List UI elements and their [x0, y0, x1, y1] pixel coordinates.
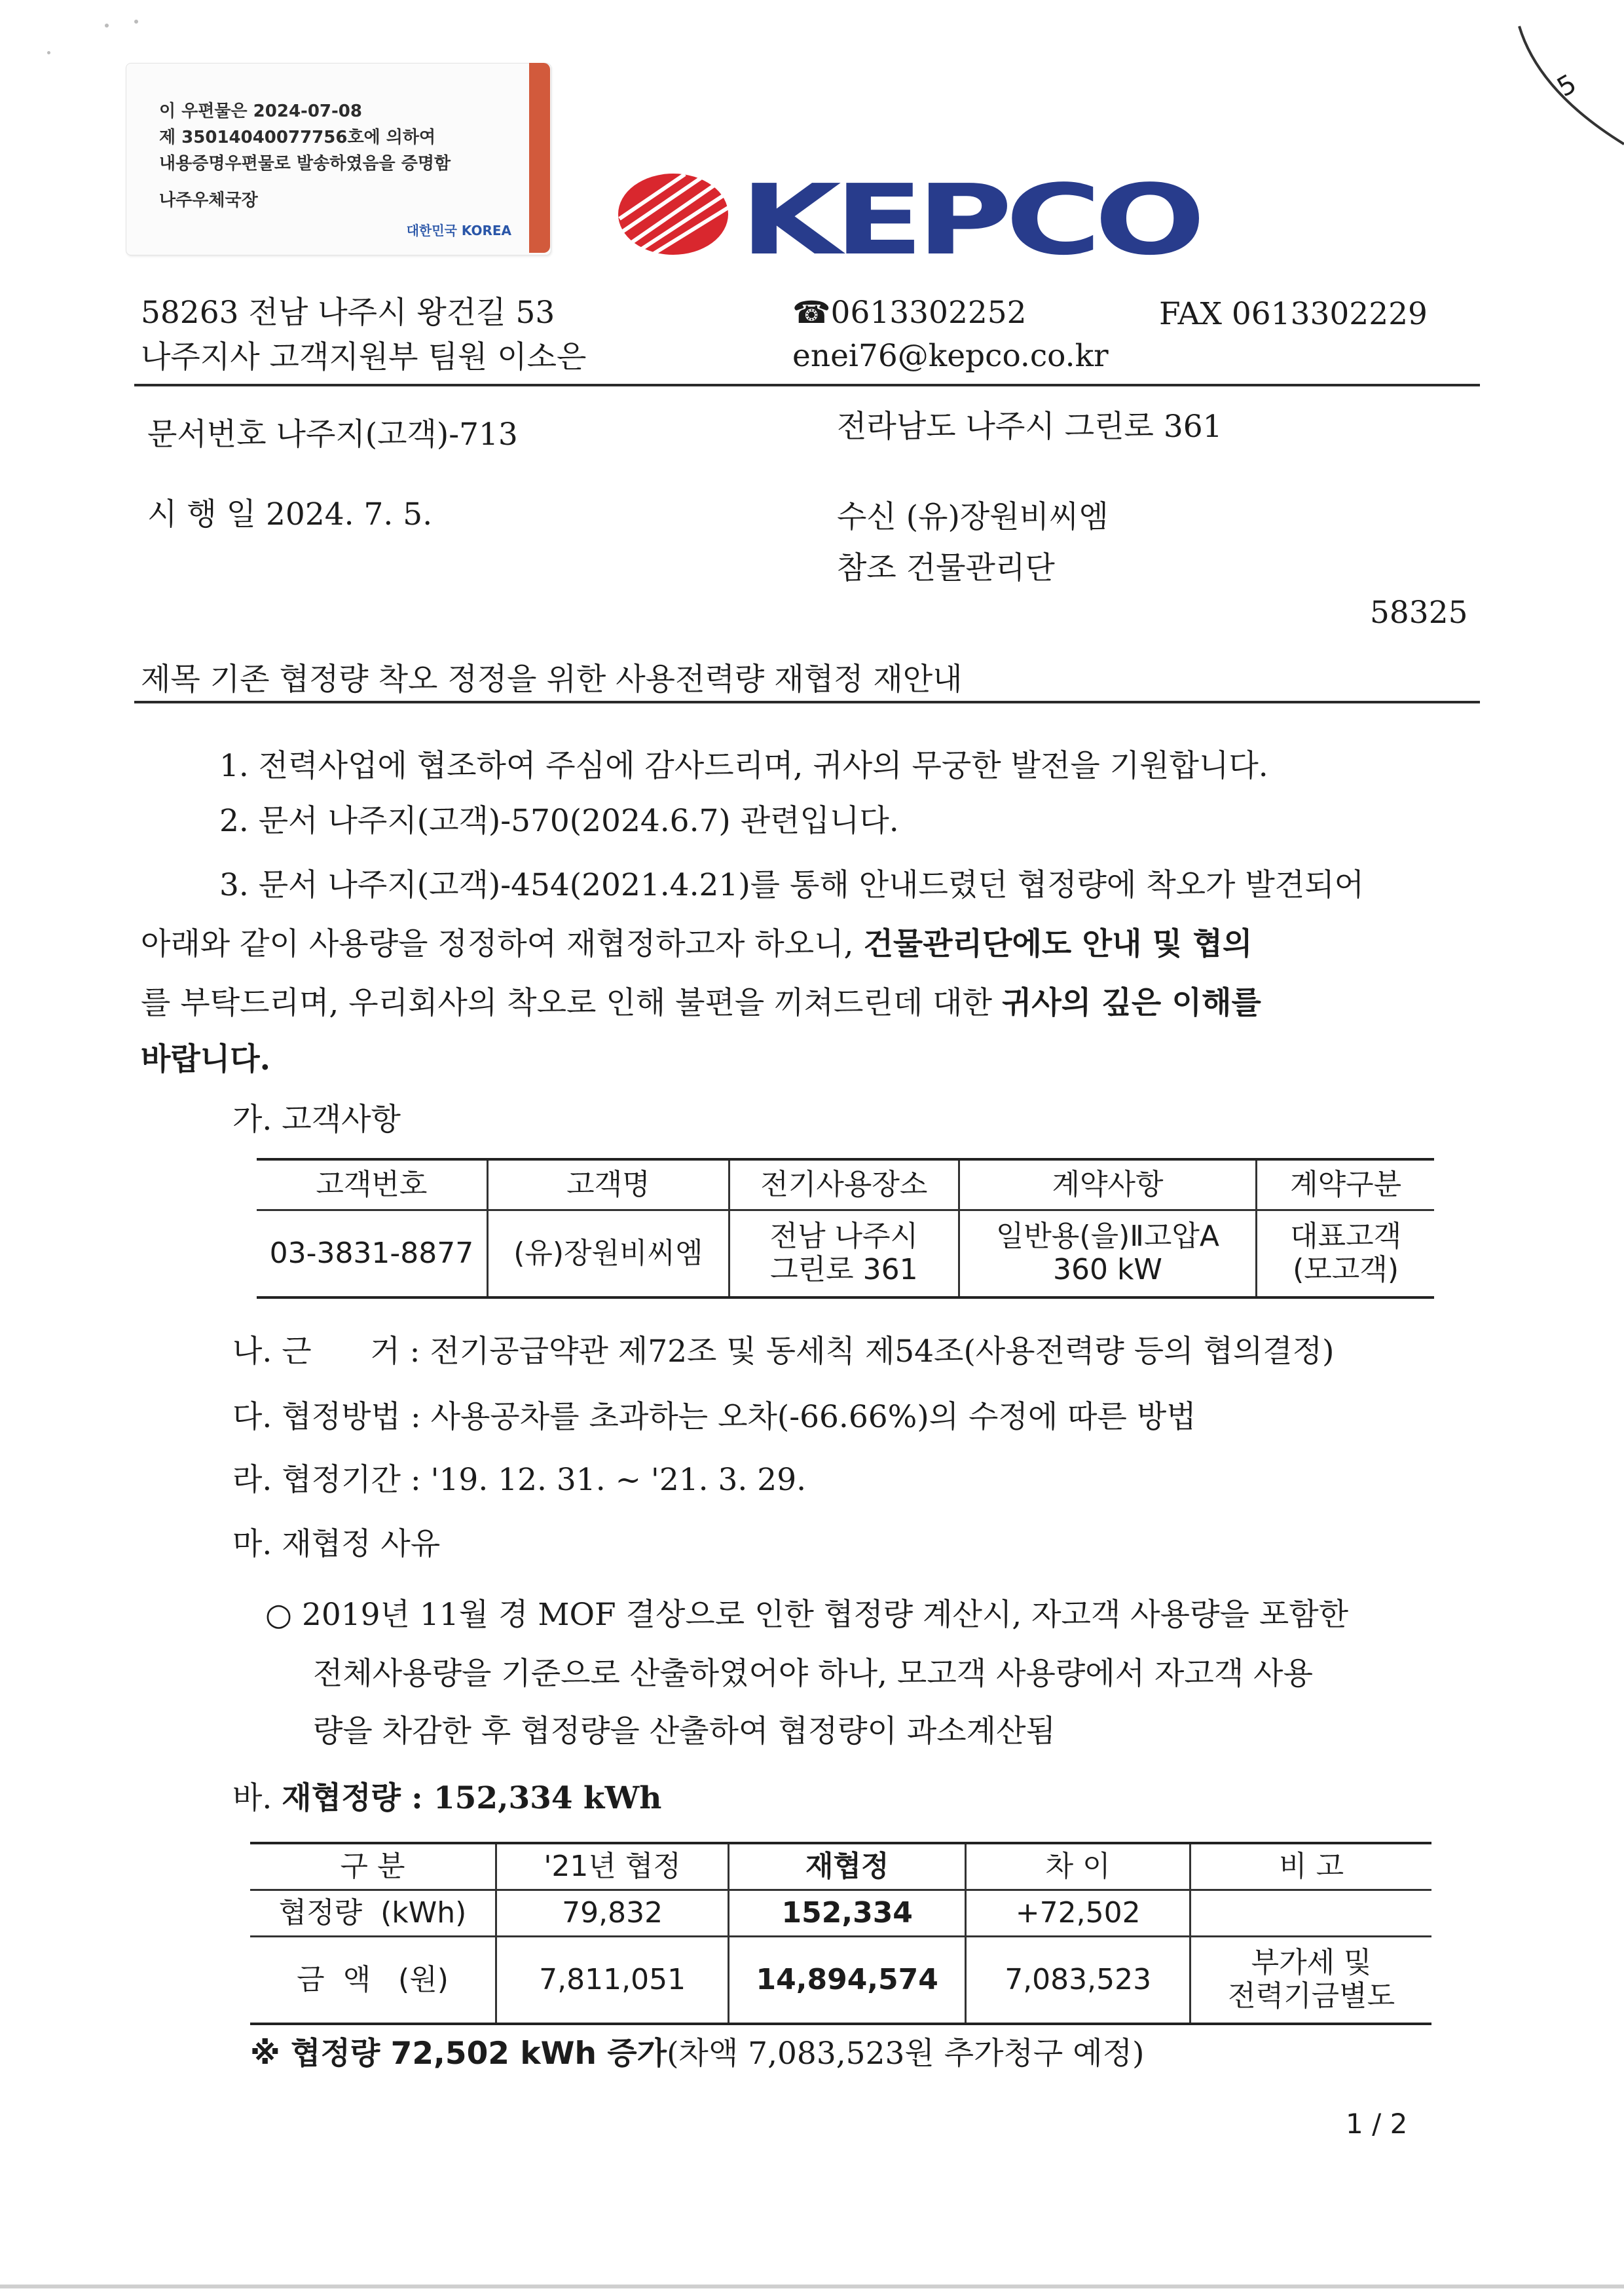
page-number: 1 / 2 — [1346, 2108, 1408, 2140]
section-ga-title: 가. 고객사항 — [232, 1102, 401, 1138]
paragraph-3-emphasis-management: 건물관리단에도 안내 및 협의 — [863, 926, 1253, 962]
header-divider — [134, 384, 1480, 386]
scan-speck — [105, 24, 109, 28]
header-difference: 차 이 — [966, 1843, 1190, 1890]
document-number: 문서번호 나주지(고객)-713 — [147, 417, 518, 453]
value-renego-won: 14,894,574 — [729, 1937, 966, 2024]
kepco-logo-emblem-icon — [617, 172, 729, 257]
recipient: 수신 (유)장원비씨엠 — [837, 499, 1109, 535]
section-ma-line-2: 전체사용량을 기준으로 산출하였어야 하나, 모고객 사용량에서 자고객 사용 — [313, 1656, 1313, 1692]
table-row — [250, 1890, 1431, 1937]
contract-type-line-2: (모고객) — [1293, 1253, 1399, 1286]
footnote-emphasis: ※ 협정량 72,502 kWh 증가 — [250, 2036, 667, 2072]
effective-date: 시 행 일 2024. 7. 5. — [147, 496, 433, 532]
table-header-row — [257, 1159, 1434, 1210]
section-ra-period: 라. 협정기간 : '19. 12. 31. ~ '21. 3. 29. — [232, 1462, 807, 1498]
header-contract-type: 계약구분 — [1257, 1159, 1434, 1210]
table-row — [257, 1210, 1434, 1298]
paragraph-3-line-2 — [141, 920, 1252, 963]
sender-address: 58263 전남 나주시 왕건길 53 — [141, 295, 555, 331]
header-customer-name: 고객명 — [487, 1159, 729, 1210]
contract-line-2: 360 kW — [1052, 1253, 1162, 1286]
row-label-amount-kwh: 협정량 (kWh) — [250, 1890, 496, 1937]
section-ma-line-3: 량을 차감한 후 협정량을 산출하여 협정량이 과소계산됨 — [313, 1713, 1056, 1749]
value-renego-kwh: 152,334 — [729, 1890, 966, 1937]
footnote — [250, 2029, 1144, 2073]
subject-line: 제목 기존 협정량 착오 정정을 위한 사용전력량 재협정 재안내 — [141, 662, 963, 698]
header-location: 전기사용장소 — [729, 1159, 959, 1210]
paragraph-3-line-4: 바랍니다. — [141, 1041, 270, 1077]
stamp-line-certify: 내용증명우편물로 발송하였음을 증명함 — [159, 154, 451, 174]
section-na-basis: 나. 근 거 : 전기공급약관 제72조 및 동세칙 제54조(사용전력량 등의 협의결정) — [232, 1334, 1335, 1370]
sender-email: enei76@kepco.co.kr — [792, 338, 1109, 374]
paragraph-3-line-2-text: 아래와 같이 사용량을 정정하여 재협정하고자 하오니, — [141, 926, 864, 962]
header-contract: 계약사항 — [959, 1159, 1256, 1210]
location-line-1: 전남 나주시 — [769, 1220, 919, 1254]
stamp-line-date: 이 우편물은 2024-07-08 — [159, 102, 362, 121]
stamp-line-office: 나주우체국장 — [159, 191, 258, 210]
value-2021-kwh: 79,832 — [496, 1890, 729, 1937]
paragraph-3-line-1: 3. 문서 나주지(고객)-454(2021.4.21)를 통해 안내드렸던 협정량에 착오가 발견되어 — [219, 867, 1365, 903]
sender-department: 나주지사 고객지원부 팀원 이소은 — [141, 339, 587, 375]
value-diff-won: 7,083,523 — [966, 1937, 1190, 2024]
table-header-row — [250, 1843, 1431, 1890]
header-customer-number: 고객번호 — [257, 1159, 487, 1210]
subject-divider — [134, 701, 1480, 703]
stamp-line-number: 제 35014040077756호에 의하여 — [159, 128, 436, 147]
paragraph-3-line-3-text: 를 부탁드리며, 우리회사의 착오로 인해 불편을 끼쳐드린데 대한 — [141, 985, 1002, 1021]
sender-phone: ☎0613302252 — [792, 295, 1027, 331]
corner-page-mark: 5 — [1552, 68, 1582, 103]
value-note-kwh — [1190, 1890, 1431, 1937]
section-ba-heading — [232, 1774, 661, 1818]
section-ma-title: 마. 재협정 사유 — [232, 1526, 441, 1562]
paragraph-1: 1. 전력사업에 협조하여 주심에 감사드리며, 귀사의 무궁한 발전을 기원합니다. — [219, 748, 1268, 784]
paragraph-3-line-3 — [141, 979, 1261, 1022]
section-ma-line-1: ○ 2019년 11월 경 MOF 결상으로 인한 협정량 계산시, 자고객 사용량을 포함한 — [265, 1597, 1349, 1633]
row-label-amount-won: 금 액 (원) — [297, 1962, 449, 1996]
section-da-method: 다. 협정방법 : 사용공차를 초과하는 오차(-66.66%)의 수정에 따른 방법 — [232, 1399, 1196, 1435]
header-category: 구 분 — [250, 1843, 496, 1890]
scan-bottom-edge — [0, 2285, 1624, 2288]
contract-cell — [959, 1210, 1256, 1298]
reference: 참조 건물관리단 — [837, 550, 1055, 586]
recipient-address: 전라남도 나주시 그린로 361 — [837, 409, 1223, 445]
customer-number: 03-3831-8877 — [269, 1236, 474, 1270]
stamp-color-strip — [529, 63, 550, 253]
table-row — [250, 1937, 1431, 2024]
contract-type-cell — [1257, 1210, 1434, 1298]
header-2021-agreement: '21년 협정 — [496, 1843, 729, 1890]
footnote-detail: (차액 7,083,523원 추가청구 예정) — [667, 2036, 1145, 2072]
value-diff-kwh: +72,502 — [966, 1890, 1190, 1937]
customer-info-table — [257, 1158, 1434, 1299]
location-line-2: 그린로 361 — [770, 1253, 918, 1286]
stamp-korea-mark: 대한민국 KOREA — [406, 223, 511, 238]
value-2021-won: 7,811,051 — [496, 1937, 729, 2024]
registered-mail-stamp — [126, 63, 551, 255]
note-line-1: 부가세 및 — [1251, 1946, 1372, 1980]
header-remarks: 비 고 — [1190, 1843, 1431, 1890]
location-cell — [729, 1210, 959, 1298]
contract-line-1: 일반용(을)Ⅱ고압A — [995, 1220, 1220, 1254]
header-renegotiation: 재협정 — [729, 1843, 966, 1890]
scan-speck — [47, 51, 50, 54]
contract-type-line-1: 대표고객 — [1290, 1220, 1402, 1254]
paragraph-2: 2. 문서 나주지(고객)-570(2024.6.7) 관련입니다. — [219, 803, 899, 839]
section-ba-title: 재협정량 : 152,334 kWh — [282, 1780, 662, 1816]
customer-name: (유)장원비씨엠 — [487, 1210, 729, 1298]
recipient-postal-code: 58325 — [1370, 595, 1468, 631]
section-ba-prefix: 바. — [232, 1780, 282, 1816]
note-line-2: 전력기금별도 — [1228, 1979, 1395, 2013]
renegotiation-table — [250, 1842, 1431, 2025]
scan-speck — [134, 20, 138, 24]
value-note-won — [1190, 1937, 1431, 2024]
sender-fax: FAX 0613302229 — [1159, 296, 1428, 332]
kepco-logo-text: KEPCO — [740, 164, 1199, 276]
paragraph-3-emphasis-understanding: 귀사의 깊은 이해를 — [1001, 985, 1261, 1021]
